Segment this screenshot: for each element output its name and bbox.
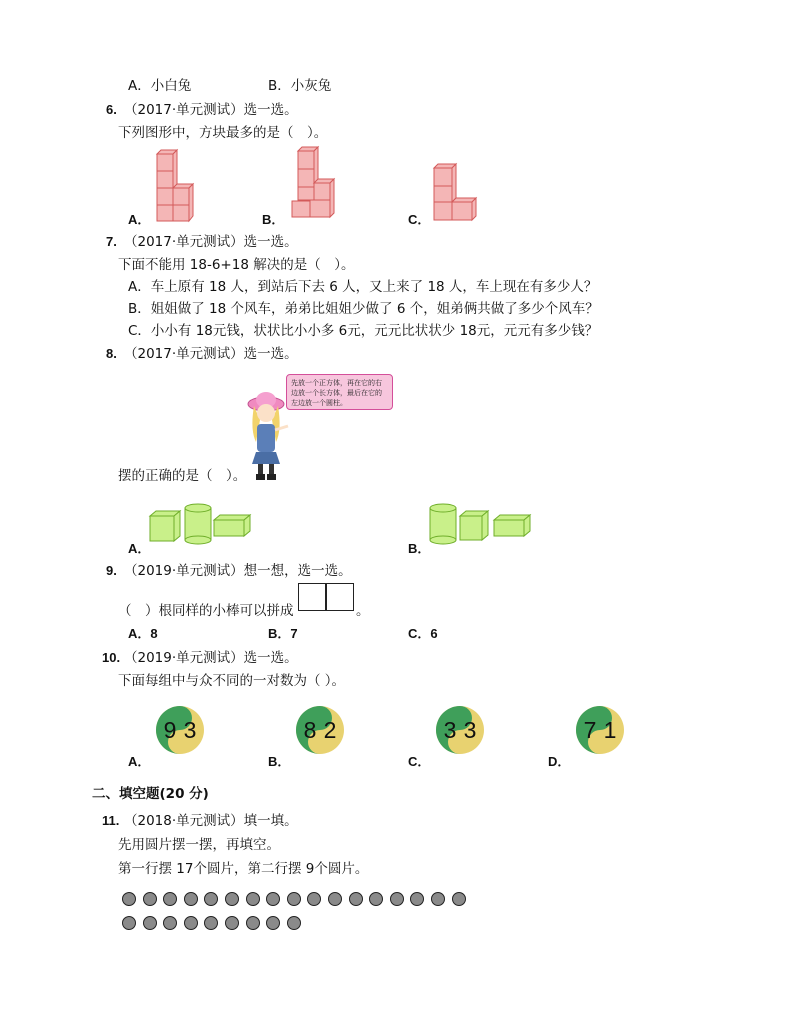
disc [266, 892, 280, 906]
q9-option-b[interactable]: B．7 [268, 626, 298, 641]
disc [287, 892, 301, 906]
disc [143, 892, 157, 906]
disc [287, 916, 301, 930]
yin-yang-pair-2 [296, 706, 344, 754]
pair-2-right-digit: 2 [323, 717, 337, 743]
pair-1-left-digit: 9 [163, 717, 177, 743]
q8-stem: 摆的正确的是（ ）。 [118, 468, 247, 484]
q5-option-b[interactable]: B．小灰兔 [268, 78, 332, 94]
q11-source: （2018·单元测试）填一填。 [124, 813, 298, 829]
q10-number: 10. [102, 650, 121, 665]
pair-3-right-digit: 3 [463, 717, 477, 743]
disc [246, 892, 260, 906]
disc [184, 892, 198, 906]
q6-option-c[interactable]: C． [408, 212, 431, 227]
q8-number: 8. [106, 346, 117, 361]
q8-figure-b [428, 502, 534, 544]
disc [204, 892, 218, 906]
pair-4-left-digit: 7 [583, 717, 597, 743]
q7-option-c[interactable]: C．小小有 18元钱，状状比小小多 6元，元元比状状少 18元，元元有多少钱？ [128, 323, 599, 339]
yin-yang-pair-3 [436, 706, 484, 754]
q6-number: 6. [106, 102, 117, 117]
q9-option-c[interactable]: C．6 [408, 626, 438, 641]
disc [204, 916, 218, 930]
section-title: 二、填空题(20 分) [92, 786, 209, 802]
q10-source: （2019·单元测试）选一选。 [124, 650, 298, 666]
q7-option-b[interactable]: B．姐姐做了 18 个风车，弟弟比姐姐少做了 6 个，姐弟俩共做了多少个风车？ [128, 301, 599, 317]
q10-option-c[interactable]: C． [408, 754, 431, 769]
q10-option-d[interactable]: D． [548, 754, 571, 769]
speech-bubble: 先放一个正方体，再在它的右边放一个长方体，最后在它的左边放一个圆柱。 [286, 374, 393, 410]
disc [307, 892, 321, 906]
disc [266, 916, 280, 930]
q9-stem: （ ）根同样的小棒可以拼成 [118, 603, 294, 619]
pair-2-left-digit: 8 [303, 717, 317, 743]
disc [163, 892, 177, 906]
q6-option-b[interactable]: B． [262, 212, 285, 227]
q7-source: （2017·单元测试）选一选。 [124, 234, 298, 250]
disc [390, 892, 404, 906]
disc [452, 892, 466, 906]
q10-option-a[interactable]: A． [128, 754, 151, 769]
q6-stem: 下列图形中，方块最多的是（ ）。 [118, 125, 328, 141]
disc [349, 892, 363, 906]
q11-line1: 先用圆片摆一摆，再填空。 [118, 837, 280, 853]
q9-number: 9. [106, 563, 117, 578]
disc [410, 892, 424, 906]
disc [246, 916, 260, 930]
yin-yang-pair-4 [576, 706, 624, 754]
q10-stem: 下面每组中与众不同的一对数为（ ）。 [118, 673, 346, 689]
q8-option-b[interactable]: B． [408, 541, 431, 556]
q5-option-a[interactable]: A．小白兔 [128, 78, 192, 94]
q7-option-a[interactable]: A．车上原有 18 人，到站后下去 6 人，又上来了 18 人，车上现在有多少人？ [128, 279, 598, 295]
q8-source: （2017·单元测试）选一选。 [124, 346, 298, 362]
q7-number: 7. [106, 234, 117, 249]
disc [163, 916, 177, 930]
q6-source: （2017·单元测试）选一选。 [124, 102, 298, 118]
disc [225, 916, 239, 930]
disc [184, 916, 198, 930]
yin-yang-pair-1 [156, 706, 204, 754]
q8-figure-a [148, 502, 254, 544]
q11-line2: 第一行摆 17个圆片，第二行摆 9个圆片。 [118, 861, 369, 877]
q9-option-a[interactable]: A．8 [128, 626, 158, 641]
q7-stem: 下面不能用 18-6+18 解决的是（ ）。 [118, 257, 355, 273]
disc [431, 892, 445, 906]
stick-figure-box [298, 583, 354, 611]
q9-source: （2019·单元测试）想一想，选一选。 [124, 563, 352, 579]
q8-option-a[interactable]: A． [128, 541, 151, 556]
disc [143, 916, 157, 930]
disc [122, 916, 136, 930]
pair-1-right-digit: 3 [183, 717, 197, 743]
disc [328, 892, 342, 906]
q10-option-b[interactable]: B． [268, 754, 291, 769]
q6-figure-a [155, 150, 197, 222]
q6-figure-b [290, 145, 338, 221]
q6-option-a[interactable]: A． [128, 212, 151, 227]
q11-number: 11. [102, 813, 120, 828]
disc [122, 892, 136, 906]
disc [369, 892, 383, 906]
disc [225, 892, 239, 906]
pair-4-right-digit: 1 [603, 717, 617, 743]
q6-figure-c [432, 162, 480, 222]
pair-3-left-digit: 3 [443, 717, 457, 743]
q9-stem-end: 。 [356, 603, 370, 619]
